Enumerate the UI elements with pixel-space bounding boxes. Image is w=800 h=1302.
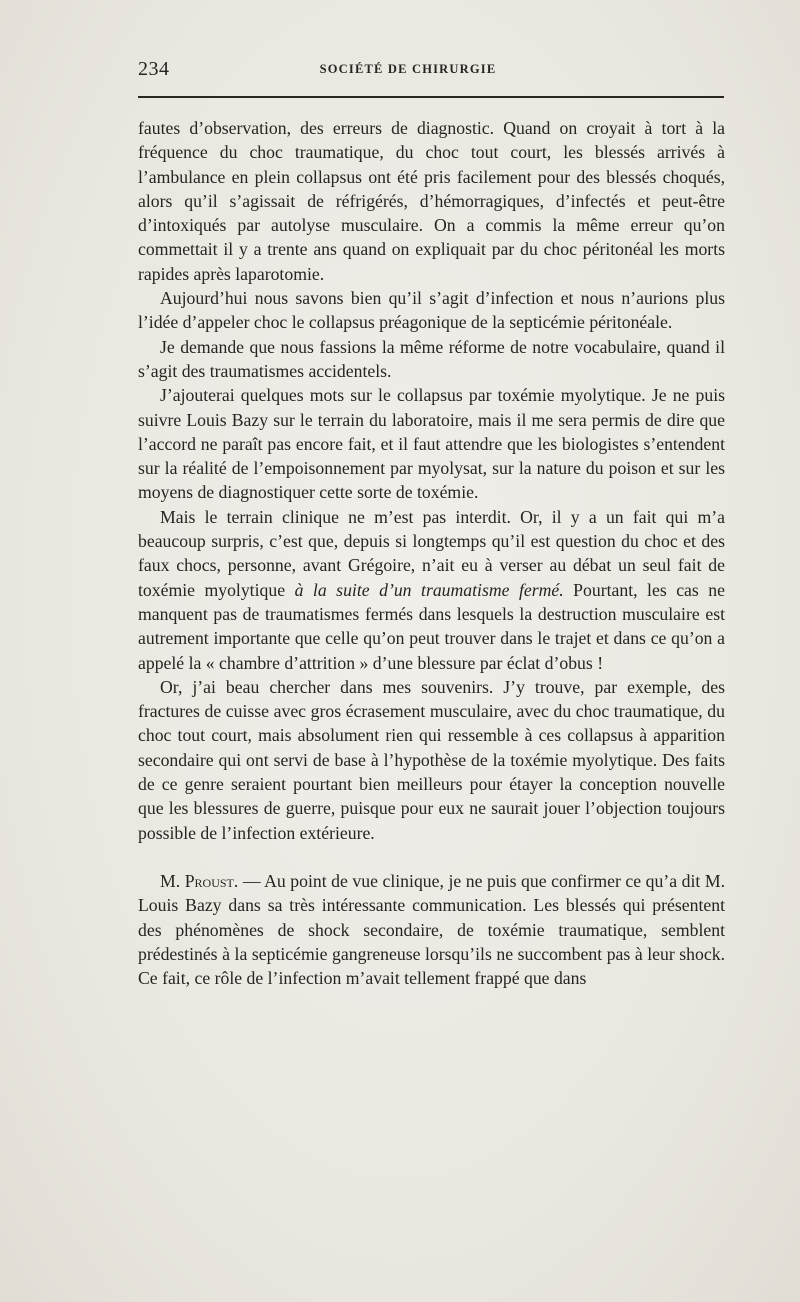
paragraph-7-text: — Au point de vue clinique, je ne puis que confirmer ce qu’a dit M. Louis Bazy dans sa très intéressante communication. Les blessés qui présentent des phénomènes de shock secondaire, de toxémie traumatique, semblent prédestinés à la septicémie gangreneuse lorsqu’ils ne succombent pas à leur shock. Ce fait, ce rôle de l’infection m’avait tellement frappé que dans: [138, 870, 725, 989]
paragraph-5-text-start: Mais le terrain clinique ne m’est pas interdit. Or, il y a un fait qui m’a beaucoup surpris, c’est que, depuis si longtemps qu’il est question du choc et des faux chocs, personne, avant Grégoire, n’ait eu à verser au débat un seul fait de toxémie myolytique: [138, 506, 725, 600]
paragraph-5: [138, 505, 725, 675]
paragraph-5-italic: à la suite d’un traumatisme fermé.: [294, 579, 564, 600]
header-rule: [138, 96, 724, 98]
paragraph-3: Je demande que nous fassions la même réforme de notre vocabulaire, quand il s’agit des traumatismes accidentels.: [138, 336, 725, 381]
page-number: 234: [138, 58, 170, 80]
page-header: [138, 58, 725, 88]
paragraph-4: J’ajouterai quelques mots sur le collapsus par toxémie myolytique. Je ne puis suivre Louis Bazy sur le terrain du laboratoire, mais il me sera permis de dire que l’accord ne paraît pas encore fait, et il faut attendre que les biologistes s’entendent sur la réalité de l’empoisonnement par myolysat, sur la nature du poison et sur les moyens de diagnostiquer cette sorte de toxémie.: [138, 385, 725, 503]
paragraph-6: Or, j’ai beau chercher dans mes souvenirs. J’y trouve, par exemple, des fractures de cuisse avec gros écrasement musculaire, avec du choc traumatique, du choc tout court, mais absolument rien qui ressemble à ces collapsus à apparition secondaire qui ont servi de base à l’hypothèse de la toxémie myolytique. Des faits de ce genre seraient pourtant bien meilleurs pour étayer la conception nouvelle que les blessures de guerre, puisque pour eux ne saurait jouer l’objection toujours possible de l’infection extérieure.: [138, 676, 725, 843]
paragraph-2: Aujourd’hui nous savons bien qu’il s’agit d’infection et nous n’aurions plus l’idée d’appeler choc le collapsus préagonique de la septicémie péritonéale.: [138, 288, 725, 333]
paragraph-5-text-end: Pourtant, les cas ne manquent pas de traumatismes fermés dans lesquels la destruction musculaire est autrement importante que celle qu’on peut trouver dans le trajet et dans ce qu’on a appelé la « chambre d’attrition » d’une blessure par éclat d’obus !: [138, 579, 725, 673]
body-text: [138, 116, 725, 990]
running-head: SOCIÉTÉ DE CHIRURGIE: [319, 62, 497, 76]
speaker-name: M. Proust.: [160, 870, 239, 891]
section-gap: [138, 845, 725, 869]
paragraph-1: fautes d’observation, des erreurs de diagnostic. Quand on croyait à tort à la fréquence du choc traumatique, du choc tout court, les blessés arrivés à l’ambulance en plein collapsus ont été pris facilement pour des blessés choqués, alors qu’il s’agissait de réfrigérés, d’hémorragiques, d’infectés et peut-être d’intoxiqués par autolyse musculaire. On a commis la même erreur qu’on commettait il y a trente ans quand on expliquait par du choc péritonéal les morts rapides après laparotomie.: [138, 118, 725, 284]
paragraph-7: [138, 869, 725, 990]
